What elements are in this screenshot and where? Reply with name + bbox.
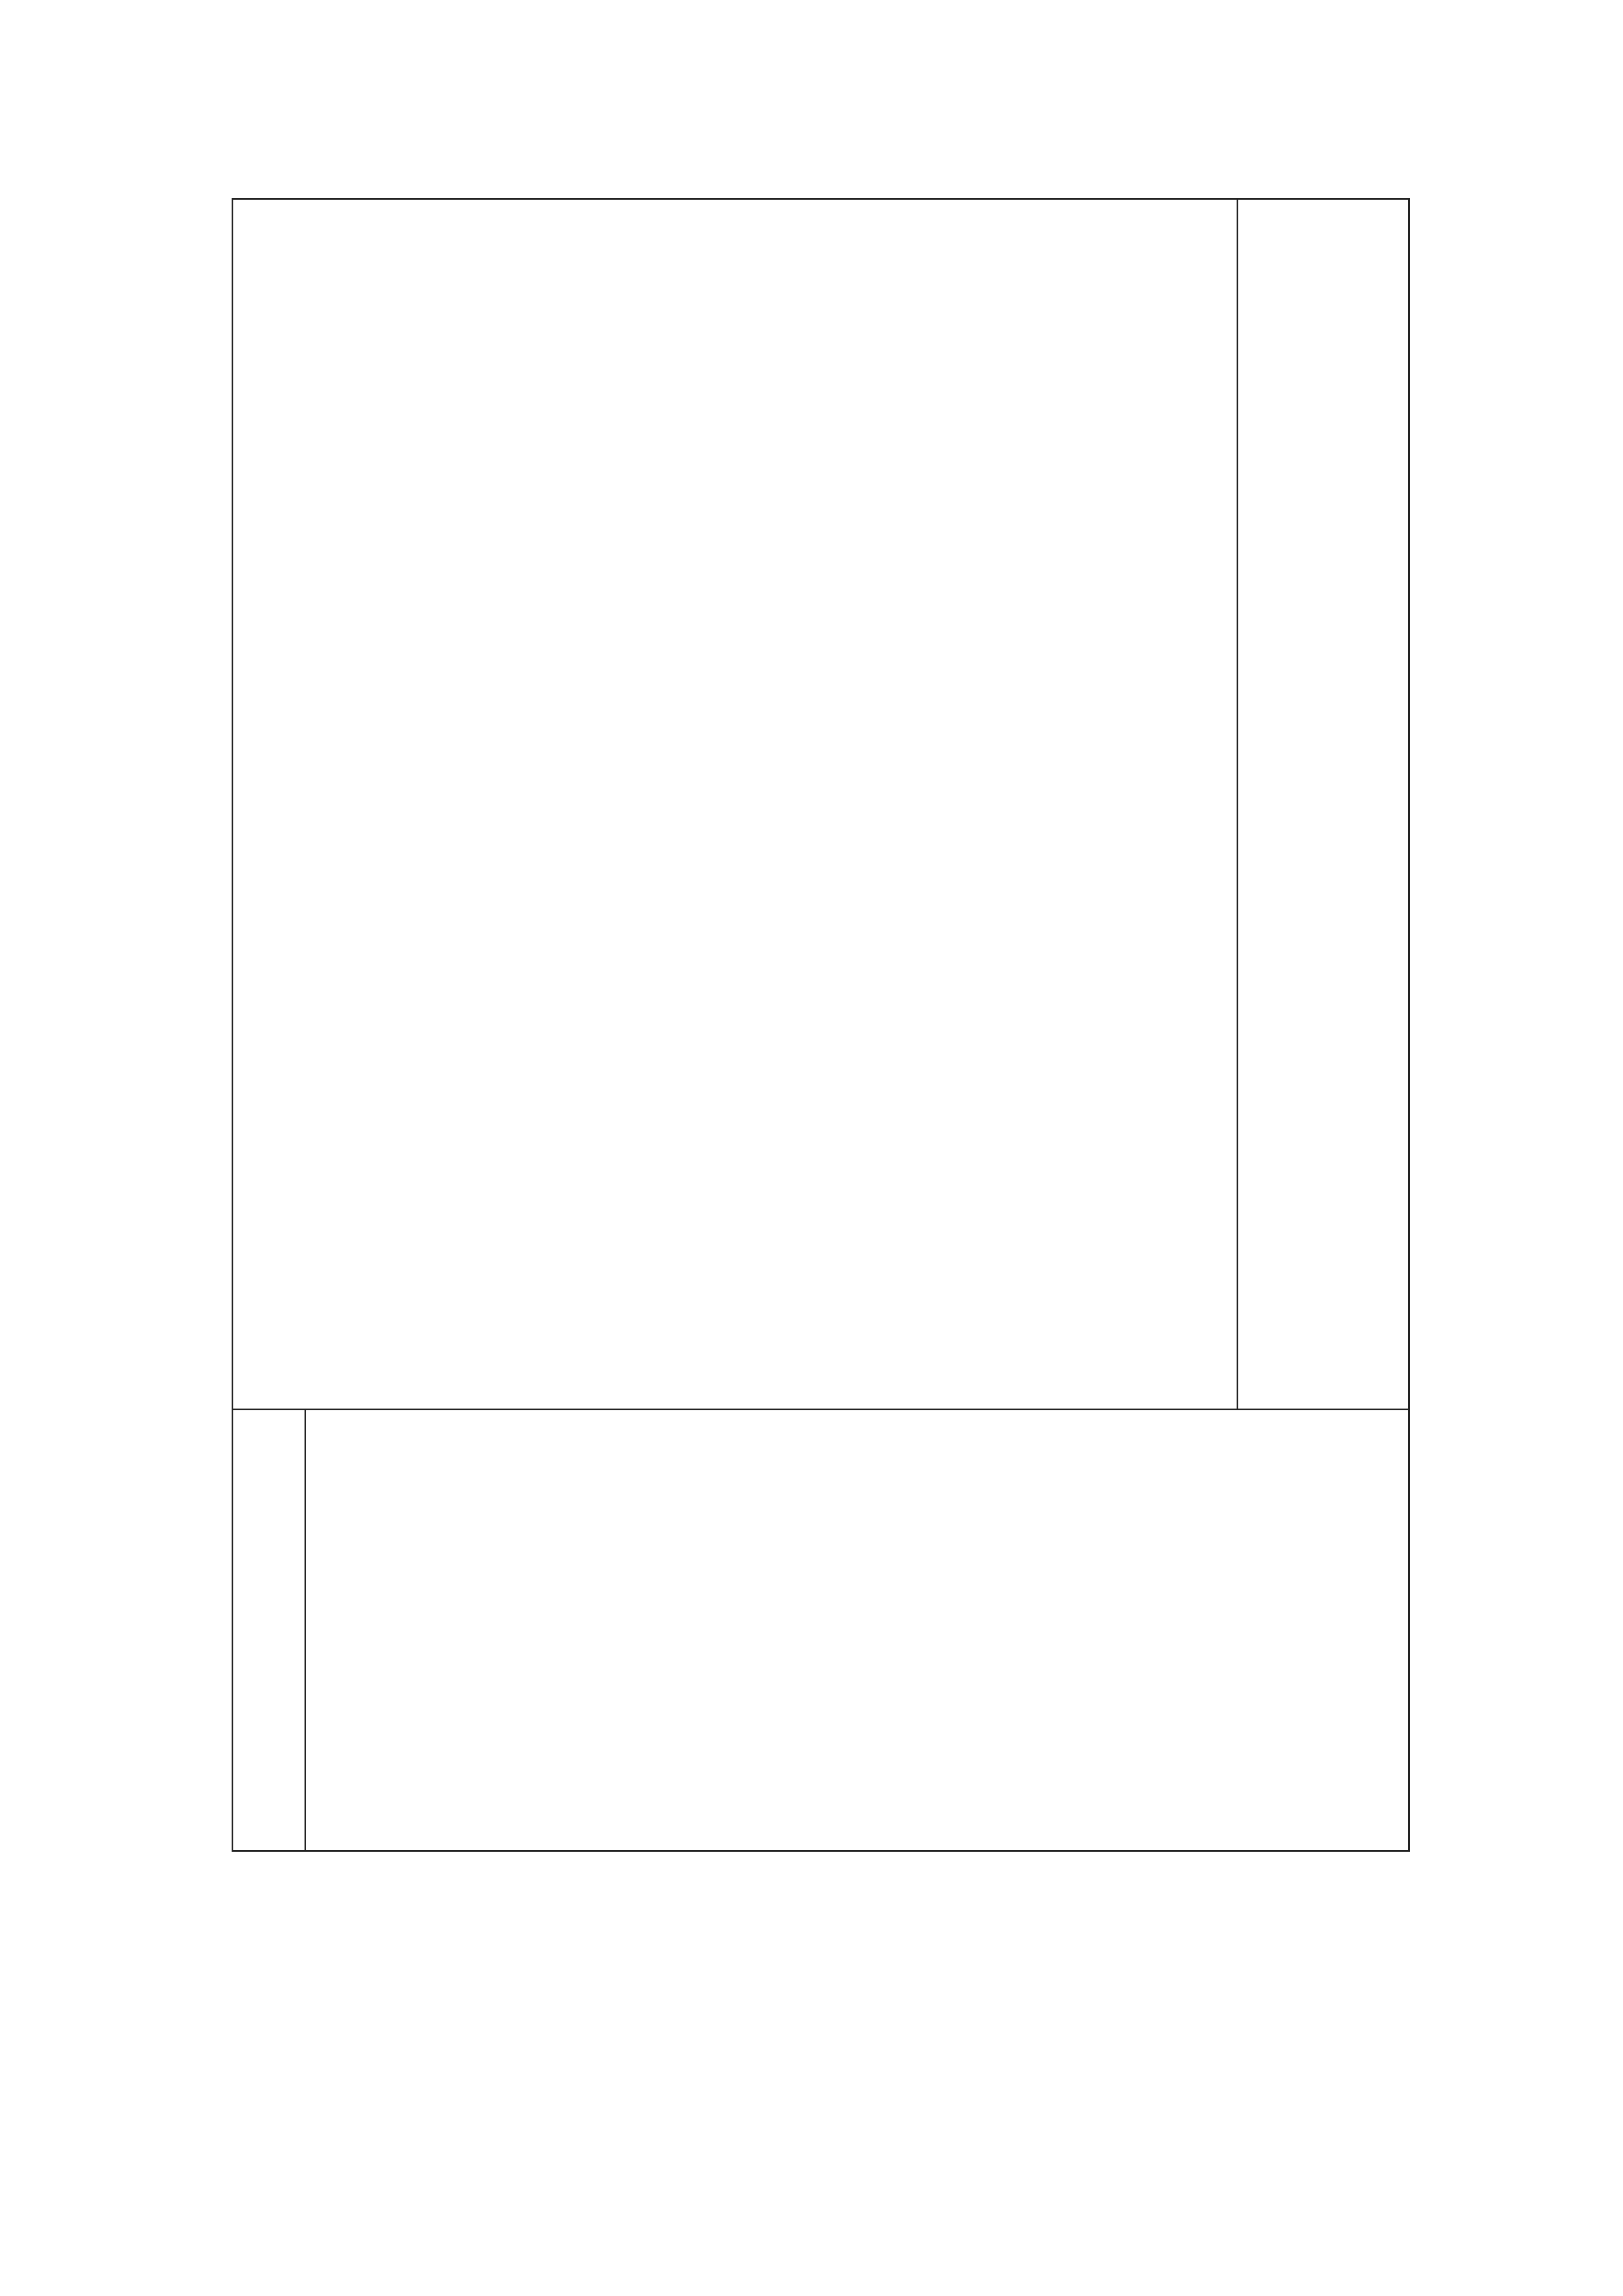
top-right-column-divider xyxy=(1237,198,1238,1409)
eval-label-divider xyxy=(305,1409,306,1852)
section-divider xyxy=(232,1409,1410,1410)
table-frame xyxy=(232,198,1410,1852)
